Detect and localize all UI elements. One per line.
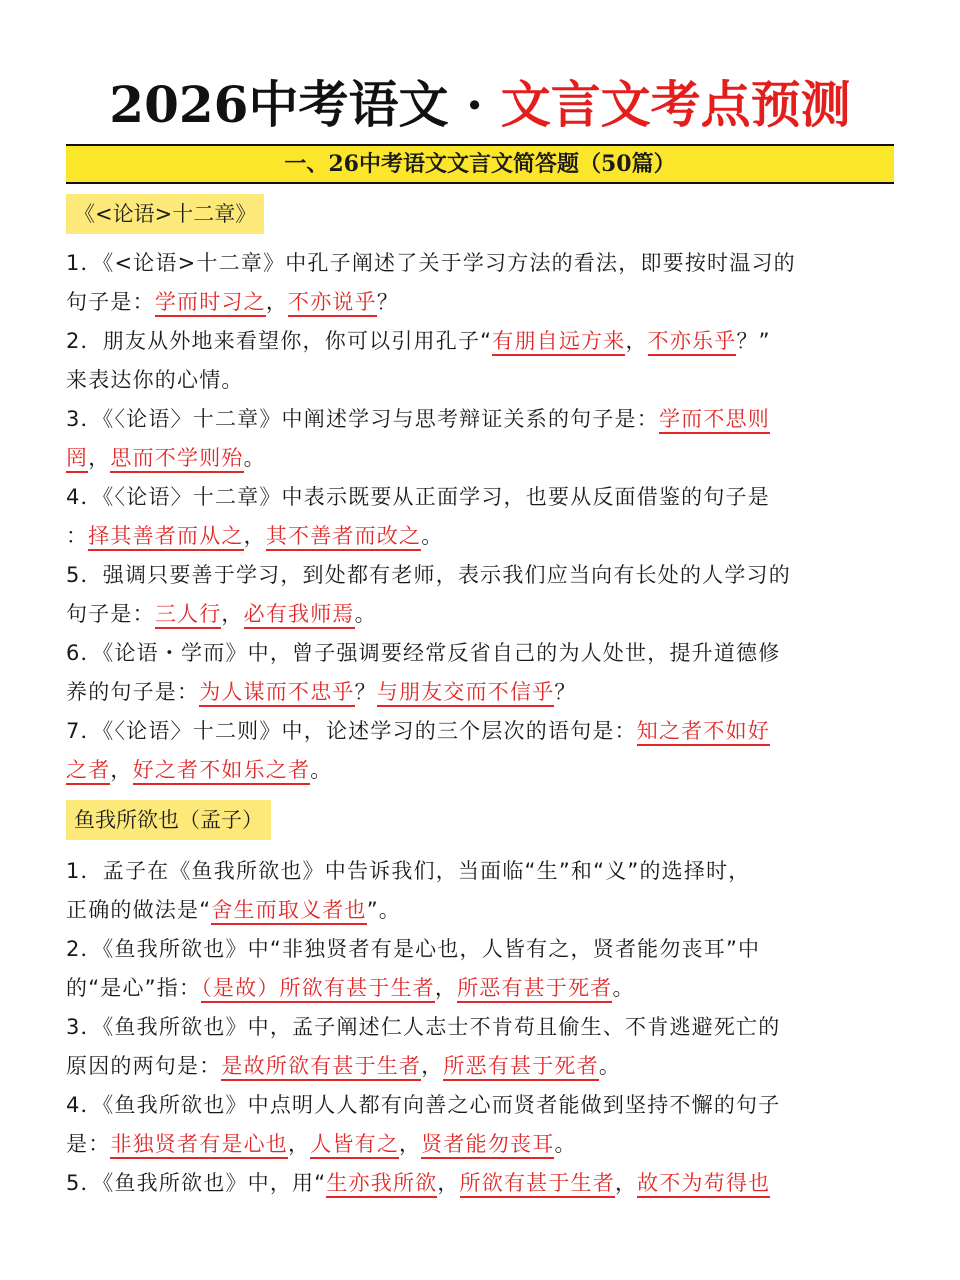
question-text: 。 [243,446,266,470]
question-line [66,1047,896,1086]
answer-text: 学而不思则 [659,407,770,434]
section-label-lunyu: 《<论语>十二章》 [66,194,264,234]
question-text: 句子是： [66,602,155,626]
question-text: 养的句子是： [66,680,200,704]
answer-text: 所恶有甚于死者 [457,976,612,1003]
question-text: ， [288,1132,311,1156]
question-text: ？” [736,329,771,353]
page-title [0,72,960,138]
question-line [66,969,896,1008]
question-text: 原因的两句是： [66,1054,222,1078]
question-line [66,283,896,322]
question-line [66,517,896,556]
answer-text: 有朋自远方来 [492,329,625,356]
answer-text: 知之者不如好 [637,719,770,746]
question-line [66,595,896,634]
question-line [66,361,896,400]
question-text: ， [88,446,111,470]
question-text: ， [421,1054,444,1078]
question-text: 。 [310,758,333,782]
answer-text: 所欲有甚于生者 [460,1171,615,1198]
question-text: 。 [421,524,444,548]
question-line [66,1164,896,1203]
question-text: 。 [354,602,377,626]
answer-text: （是故）所欲有甚于生者 [201,976,435,1003]
question-text: 4．《〈论语〉十二章》中表示既要从正面学习，也要从反面借鉴的句子是 [66,485,770,509]
answer-text: 罔 [66,446,88,473]
answer-text: 三人行 [155,602,222,629]
question-text: 3．《〈论语〉十二章》中阐述学习与思考辩证关系的句子是： [66,407,659,431]
question-line [66,556,896,595]
title-black-part: 2026中考语文 · [109,75,501,134]
question-text: ？ [354,680,377,704]
question-line [66,322,896,361]
question-line [66,1086,896,1125]
question-text: 来表达你的心情。 [66,368,244,392]
question-text: ， [243,524,266,548]
title-red-part: 文言文考点预测 [500,75,851,134]
answer-text: 生亦我所欲 [326,1171,437,1198]
question-text: ， [434,976,458,1000]
question-text: 。 [554,1132,577,1156]
question-text: 6．《论语・学而》中，曾子强调要经常反省自己的为人处世，提升道德修 [66,641,781,665]
answer-text: 思而不学则殆 [110,446,243,473]
question-text: 5．《鱼我所欲也》中，用“ [66,1171,327,1195]
section-label-yuwosuoyuye: 鱼我所欲也（孟子） [66,800,271,840]
question-line [66,673,896,712]
answer-text: 非独贤者有是心也 [110,1132,288,1159]
question-text: ？ [376,290,400,314]
question-text: 的“是心”指： [66,976,202,1000]
answer-text: 不亦说乎 [288,290,377,317]
question-text: 1．孟子在《鱼我所欲也》中告诉我们，当面临“生”和“义”的选择时， [66,859,751,883]
question-line [66,751,896,790]
question-text: ， [614,1171,638,1195]
question-line [66,930,896,969]
question-text: 4．《鱼我所欲也》中点明人人都有向善之心而贤者能做到坚持不懈的句子 [66,1093,781,1117]
question-text: 7．《〈论语〉十二则》中，论述学习的三个层次的语句是： [66,719,637,743]
question-text: 5．强调只要善于学习，到处都有老师，表示我们应当向有长处的人学习的 [66,563,791,587]
question-line [66,1125,896,1164]
question-line [66,400,896,439]
question-text: 2．《鱼我所欲也》中“非独贤者有是心也，人皆有之，贤者能勿丧耳”中 [66,937,761,961]
question-line [66,712,896,751]
answer-text: 人皆有之 [310,1132,399,1159]
question-text: ？ [554,680,577,704]
question-text: ， [110,758,133,782]
question-text: ： [66,524,89,548]
question-text: 是： [66,1132,111,1156]
answer-text: 之者 [66,758,110,785]
question-text: 1．《<论语>十二章》中孔子阐述了关于学习方法的看法，即要按时温习的 [66,251,796,275]
answer-text: 是故所欲有甚于生者 [221,1054,421,1081]
answer-text: 舍生而取义者也 [211,898,366,925]
answer-text: 好之者不如乐之者 [133,758,311,785]
question-text: 。 [598,1054,622,1078]
answer-text: 为人谋而不忠乎 [199,680,354,707]
question-text: ， [399,1132,422,1156]
question-text: 句子是： [66,290,155,314]
question-text: 。 [612,976,635,1000]
question-line [66,244,896,283]
answer-text: 不亦乐乎 [648,329,737,356]
question-text: ， [437,1171,460,1195]
answer-text: 其不善者而改之 [266,524,421,551]
question-text: ”。 [366,898,401,922]
answer-text: 所恶有甚于死者 [443,1054,598,1081]
answer-text: 故不为苟得也 [637,1171,770,1198]
answer-text: 学而时习之 [155,290,266,317]
answer-text: 贤者能勿丧耳 [421,1132,554,1159]
question-text: 3．《鱼我所欲也》中，孟子阐述仁人志士不肯苟且偷生、不肯逃避死亡的 [66,1015,781,1039]
question-line [66,891,896,930]
question-text: ， [221,602,244,626]
question-line [66,439,896,478]
question-line [66,634,896,673]
answer-text: 与朋友交而不信乎 [377,680,555,707]
question-line [66,478,896,517]
question-text: 2．朋友从外地来看望你，你可以引用孔子“ [66,329,493,353]
answer-text: 择其善者而从之 [88,524,243,551]
question-text: ， [625,329,648,353]
question-text: ， [265,290,289,314]
section-banner: 一、26中考语文文言文简答题（50篇） [66,144,894,184]
question-text: 正确的做法是“ [66,898,212,922]
question-line [66,1008,896,1047]
answer-text: 必有我师焉 [244,602,355,629]
question-line [66,852,896,891]
